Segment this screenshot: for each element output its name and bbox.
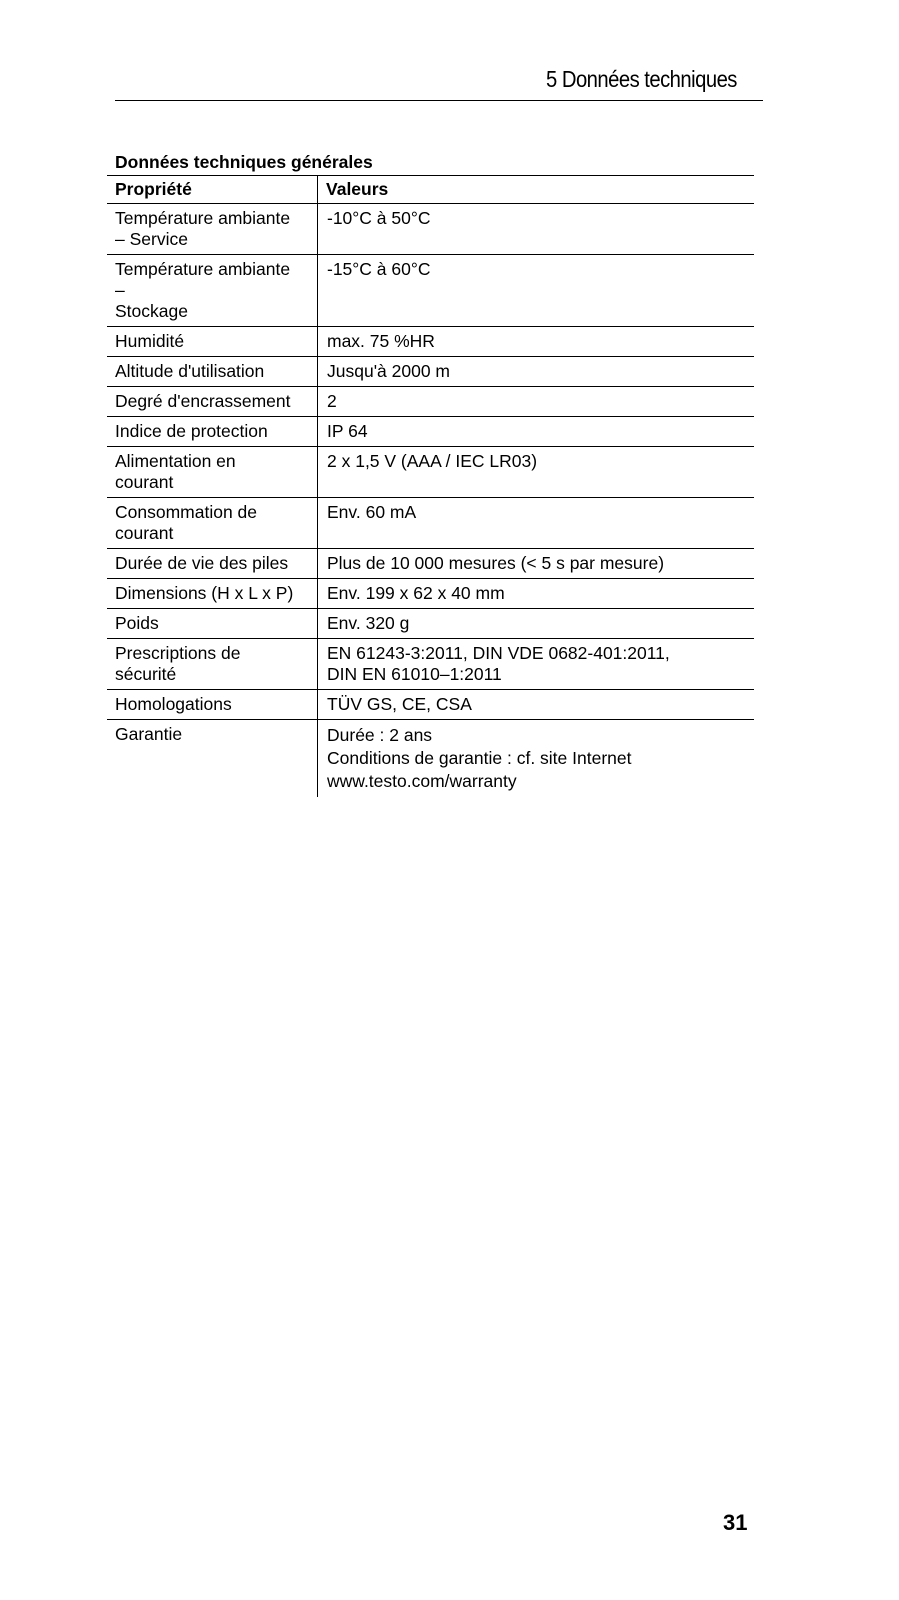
value-cell (318, 579, 755, 609)
value-text: Conditions de garantie : cf. site Internet (327, 748, 632, 768)
value-cell (318, 639, 755, 690)
property-cell (107, 549, 318, 579)
property-text: Prescriptions de (115, 643, 241, 663)
value-cell (318, 204, 755, 255)
property-cell (107, 498, 318, 549)
property-text: Altitude d'utilisation (115, 361, 265, 381)
value-cell (318, 549, 755, 579)
table-body (107, 204, 754, 798)
value-text: Plus de 10 000 mesures (< 5 s par mesure) (327, 553, 665, 573)
value-text: 2 (327, 391, 337, 411)
value-text: Env. 320 g (327, 613, 410, 633)
page-number: 31 (723, 1510, 748, 1535)
property-text: Consommation de (115, 502, 258, 522)
header-rule (115, 100, 763, 101)
table-row (107, 720, 754, 798)
property-cell (107, 357, 318, 387)
table-row (107, 357, 754, 387)
property-text: Stockage (115, 301, 188, 321)
property-cell (107, 387, 318, 417)
property-text: Dimensions (H x L x P) (115, 583, 294, 603)
table-row (107, 417, 754, 447)
table-row (107, 327, 754, 357)
value-text: IP 64 (327, 421, 368, 441)
table-row (107, 387, 754, 417)
property-text: Homologations (115, 694, 232, 714)
table-row (107, 639, 754, 690)
property-cell (107, 690, 318, 720)
value-cell (318, 447, 755, 498)
property-cell (107, 639, 318, 690)
column-header-property: Propriété (107, 176, 318, 204)
property-text: Degré d'encrassement (115, 391, 291, 411)
value-cell (318, 690, 755, 720)
value-text: Env. 199 x 62 x 40 mm (327, 583, 505, 603)
property-text: Température ambiante (115, 259, 291, 279)
table-row (107, 690, 754, 720)
value-text: Env. 60 mA (327, 502, 417, 522)
value-cell (318, 417, 755, 447)
property-cell (107, 579, 318, 609)
table-row (107, 255, 754, 327)
property-text: – (115, 280, 125, 300)
table-row (107, 447, 754, 498)
table-header-row (107, 176, 754, 204)
value-cell (318, 498, 755, 549)
value-text: max. 75 %HR (327, 331, 435, 351)
column-header-value: Valeurs (318, 176, 755, 204)
section-title: Données techniques générales (115, 152, 373, 172)
property-cell (107, 255, 318, 327)
value-cell (318, 609, 755, 639)
property-text: – Service (115, 229, 188, 249)
value-text: TÜV GS, CE, CSA (327, 694, 472, 714)
table-row (107, 549, 754, 579)
property-text: Humidité (115, 331, 185, 351)
value-cell (318, 720, 755, 798)
property-text: Durée de vie des piles (115, 553, 289, 573)
table-row (107, 498, 754, 549)
value-text: EN 61243-3:2011, DIN VDE 0682-401:2011, (327, 643, 670, 663)
property-text: Alimentation en (115, 451, 236, 471)
value-cell (318, 255, 755, 327)
property-text: courant (115, 523, 174, 543)
value-cell (318, 387, 755, 417)
value-text: www.testo.com/warranty (327, 771, 517, 791)
property-cell (107, 327, 318, 357)
value-text: -10°C à 50°C (327, 208, 431, 228)
property-cell (107, 204, 318, 255)
value-text: DIN EN 61010–1:2011 (327, 664, 502, 684)
value-text: -15°C à 60°C (327, 259, 431, 279)
value-text: 2 x 1,5 V (AAA / IEC LR03) (327, 451, 538, 471)
specs-table (107, 175, 754, 797)
table-row (107, 204, 754, 255)
property-text: Poids (115, 613, 159, 633)
table-row (107, 579, 754, 609)
property-text: Indice de protection (115, 421, 268, 441)
value-cell (318, 327, 755, 357)
chapter-title: 5 Données techniques (546, 66, 737, 92)
property-cell (107, 417, 318, 447)
property-cell (107, 720, 318, 798)
property-text: Garantie (115, 724, 183, 744)
property-text: courant (115, 472, 174, 492)
value-cell (318, 357, 755, 387)
property-text: sécurité (115, 664, 177, 684)
property-cell (107, 609, 318, 639)
value-text: Durée : 2 ans (327, 725, 433, 745)
property-text: Température ambiante (115, 208, 291, 228)
property-cell (107, 447, 318, 498)
value-text: Jusqu'à 2000 m (327, 361, 451, 381)
table-row (107, 609, 754, 639)
